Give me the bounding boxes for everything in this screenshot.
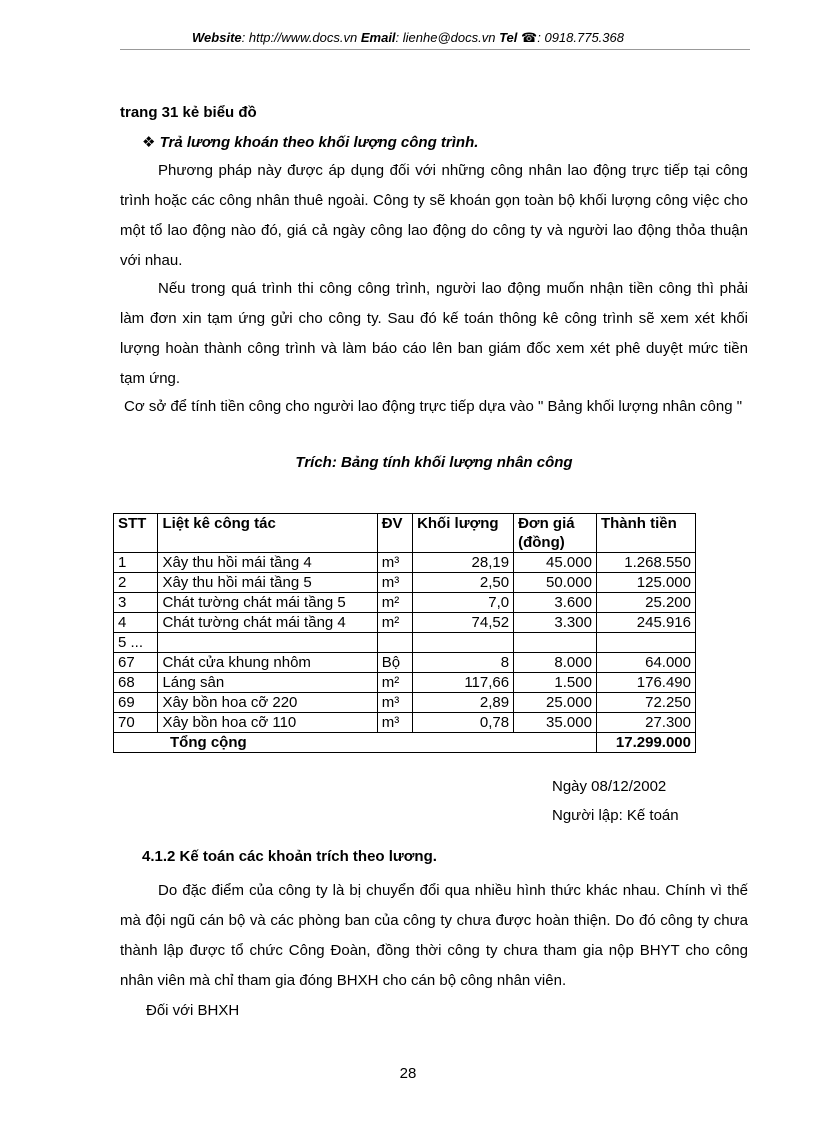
header-task: Liệt kê công tác	[158, 514, 377, 553]
cell-task: Xây thu hồi mái tầng 5	[158, 573, 377, 593]
cell-task: Xây bồn hoa cỡ 220	[158, 693, 377, 713]
header-stt: STT	[114, 514, 158, 553]
cell-quantity: 74,52	[413, 613, 514, 633]
cell-amount: 245.916	[596, 613, 695, 633]
cell-unit: m²	[377, 613, 412, 633]
header-quantity: Khối lượng	[413, 514, 514, 553]
cell-unit-price: 1.500	[514, 673, 597, 693]
phone-icon: ☎	[521, 30, 538, 45]
table-row	[114, 553, 696, 573]
cell-task: Láng sân	[158, 673, 377, 693]
cell-unit: m²	[377, 593, 412, 613]
tel-value: : 0918.775.368	[537, 30, 624, 45]
cell-unit-price: 3.600	[514, 593, 597, 613]
page-header	[0, 30, 816, 46]
cell-stt: 4	[114, 613, 158, 633]
cell-unit: m³	[377, 713, 412, 733]
cell-stt: 68	[114, 673, 158, 693]
section-heading-412: 4.1.2 Kế toán các khoản trích theo lương.	[142, 848, 437, 865]
cell-unit: m²	[377, 673, 412, 693]
table-row	[114, 593, 696, 613]
cell-unit-price: 3.300	[514, 613, 597, 633]
cell-stt: 1	[114, 553, 158, 573]
cell-amount: 176.490	[596, 673, 695, 693]
email-value: : lienhe@docs.vn	[395, 30, 496, 45]
cell-stt: 67	[114, 653, 158, 673]
cell-amount: 25.200	[596, 593, 695, 613]
cell-quantity: 7,0	[413, 593, 514, 613]
cell-amount: 1.268.550	[596, 553, 695, 573]
header-divider	[120, 49, 750, 50]
cell-quantity: 8	[413, 653, 514, 673]
table-row	[114, 573, 696, 593]
table-caption: Trích: Bảng tính khối lượng nhân công	[295, 454, 573, 471]
cell-unit: m³	[377, 693, 412, 713]
email-label: Email	[360, 30, 396, 45]
cell-unit-price: 8.000	[514, 653, 597, 673]
website-value: : http://www.docs.vn	[241, 30, 358, 45]
website-label: Website	[192, 30, 242, 45]
cell-quantity: 28,19	[413, 553, 514, 573]
header-amount: Thành tiền	[596, 514, 695, 553]
cell-amount: 125.000	[596, 573, 695, 593]
cell-unit: m³	[377, 573, 412, 593]
subheading-text: Trả lương khoán theo khối lượng công trình.	[159, 134, 479, 151]
cell-stt: 70	[114, 713, 158, 733]
signature-preparer: Người lập: Kế toán	[552, 807, 679, 824]
cell-stt: 3	[114, 593, 158, 613]
cell-quantity: 2,50	[413, 573, 514, 593]
paragraph-2: Nếu trong quá trình thi công công trình, người lao động muốn nhận tiền công thì phải làm đơn xin tạm ứng gửi cho công ty. Sau đó kế toán thông kê công trình sẽ xem xét khối lượng hoàn thành công trình và làm báo cáo lên ban giám đốc xem xét phê duyệt mức tiền tạm ứng.	[120, 280, 748, 387]
page-number: 28	[399, 1065, 417, 1082]
cell-task: Xây bồn hoa cỡ 110	[158, 713, 377, 733]
cell-unit-price: 25.000	[514, 693, 597, 713]
cell-amount: 27.300	[596, 713, 695, 733]
cell-quantity: 0,78	[413, 713, 514, 733]
cell-unit	[377, 633, 412, 653]
table-header-row	[114, 514, 696, 553]
cell-task: Xây thu hồi mái tầng 4	[158, 553, 377, 573]
workload-table	[113, 513, 696, 753]
table-row	[114, 693, 696, 713]
paragraph-1: Phương pháp này được áp dụng đối với những công nhân lao động trực tiếp tại công trình hoặc các công nhân thuê ngoài. Công ty sẽ khoán gọn toàn bộ khối lượng công việc cho một tổ lao động nào đó, giá cả ngày công lao động do công ty và người lao động thỏa thuận với nhau.	[120, 162, 748, 269]
table-row	[114, 633, 696, 653]
cell-unit-price: 45.000	[514, 553, 597, 573]
cell-task: Chát tường chát mái tầng 4	[158, 613, 377, 633]
cell-stt: 69	[114, 693, 158, 713]
cell-task: Chát cửa khung nhôm	[158, 653, 377, 673]
cell-unit-price: 35.000	[514, 713, 597, 733]
cell-task: Chát tường chát mái tầng 5	[158, 593, 377, 613]
tel-label: Tel	[499, 30, 518, 45]
diamond-bullet-icon: ❖	[142, 134, 156, 151]
signature-date: Ngày 08/12/2002	[552, 778, 667, 795]
table-row	[114, 613, 696, 633]
cell-amount: 64.000	[596, 653, 695, 673]
header-unit-price: Đơn giá (đồng)	[514, 514, 597, 553]
total-value: 17.299.000	[596, 733, 695, 753]
cell-amount: 72.250	[596, 693, 695, 713]
cell-task	[158, 633, 377, 653]
subheading	[142, 128, 770, 158]
paragraph-3: Cơ sở để tính tiền công cho người lao động trực tiếp dựa vào " Bảng khối lượng nhân công "	[124, 398, 743, 415]
header-unit: ĐV	[377, 514, 412, 553]
table-total-row	[114, 733, 696, 753]
cell-stt: 5 ...	[114, 633, 158, 653]
table-row	[114, 713, 696, 733]
cell-quantity: 117,66	[413, 673, 514, 693]
cell-unit-price: 50.000	[514, 573, 597, 593]
cell-quantity	[413, 633, 514, 653]
section-note: trang 31 kẻ biểu đồ	[120, 104, 257, 121]
cell-amount	[596, 633, 695, 653]
table-row	[114, 673, 696, 693]
closing-line: Đối với BHXH	[146, 1002, 240, 1019]
total-label: Tổng cộng	[114, 733, 597, 753]
table-row	[114, 653, 696, 673]
paragraph-412: Do đặc điểm của công ty là bị chuyển đổi qua nhiều hình thức khác nhau. Chính vì thế mà đội ngũ cán bộ và các phòng ban của công ty chưa được hoàn thiện. Do đó công ty chưa thành lập được tổ chức Công Đoàn, đồng thời công ty chưa tham gia nộp BHYT cho công nhân viên mà chỉ tham gia đóng BHXH cho cán bộ công nhân viên.	[120, 882, 748, 989]
cell-stt: 2	[114, 573, 158, 593]
cell-unit-price	[514, 633, 597, 653]
cell-unit: Bộ	[377, 653, 412, 673]
cell-quantity: 2,89	[413, 693, 514, 713]
cell-unit: m³	[377, 553, 412, 573]
